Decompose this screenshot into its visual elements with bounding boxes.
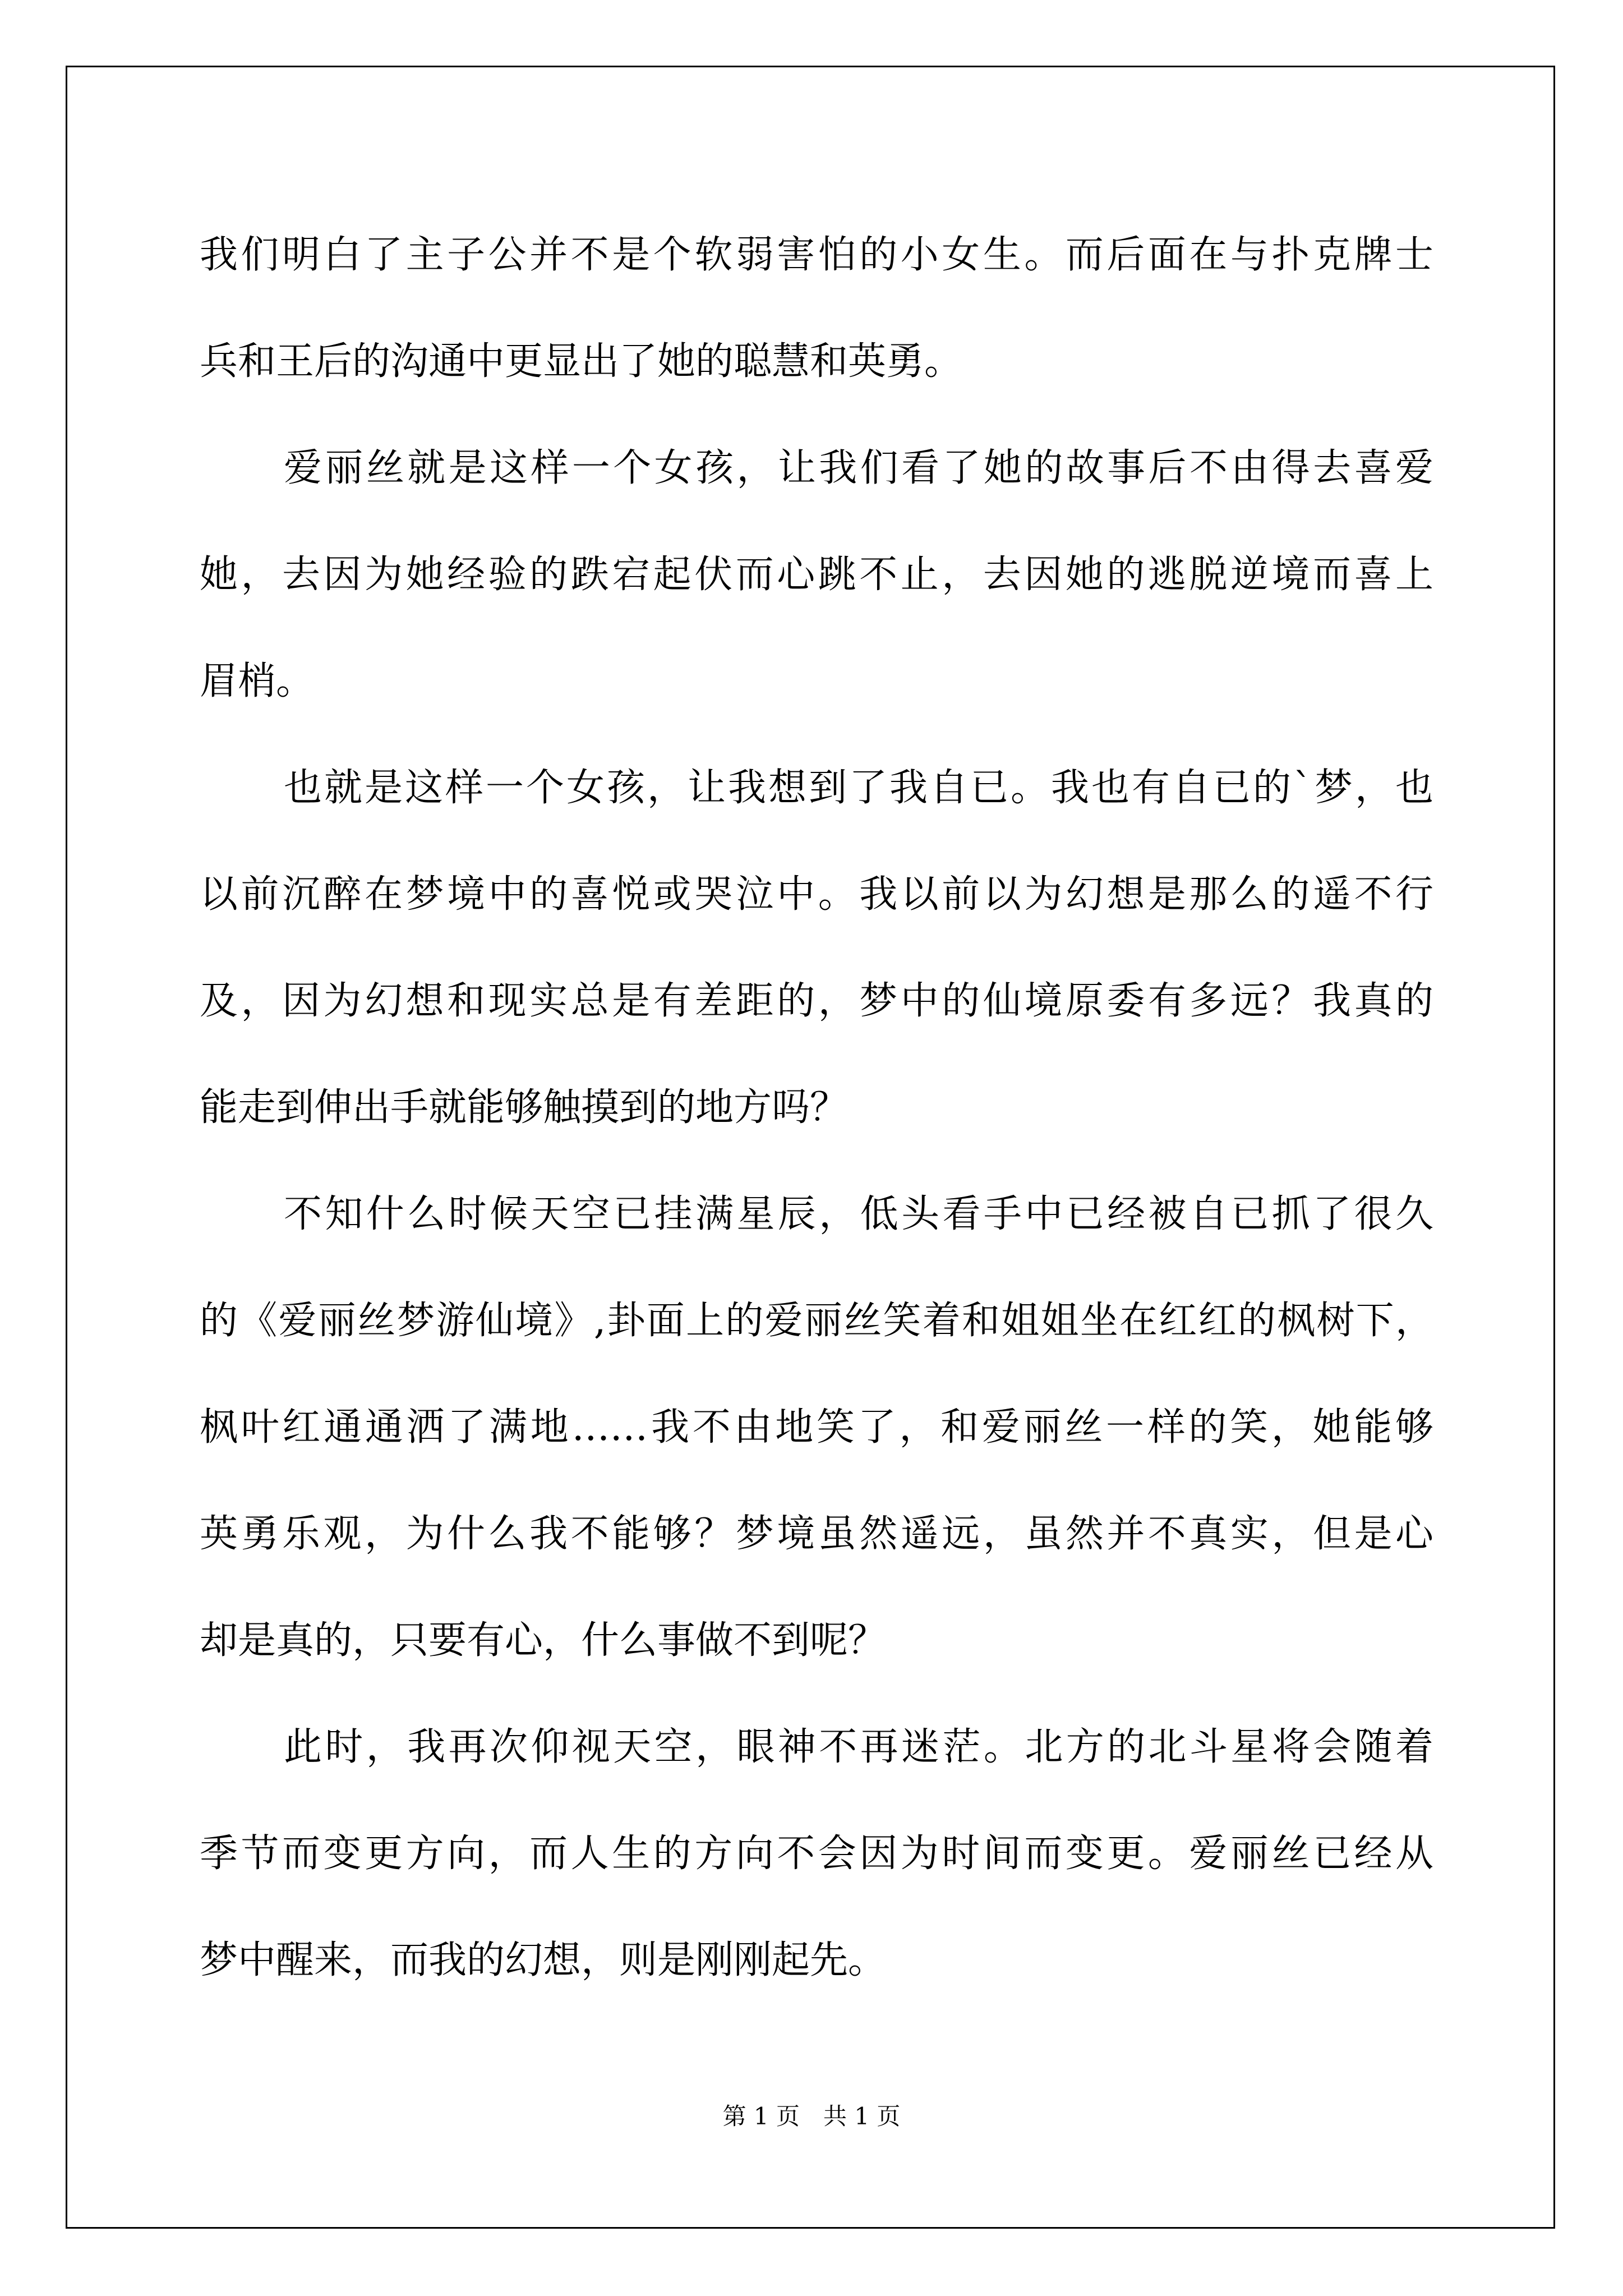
text-line: 兵和王后的沟通中更显出了她的聪慧和英勇。	[200, 339, 963, 384]
text-line: 爱丽丝就是这样一个女孩，让我们看了她的故事后不由得去喜爱	[284, 446, 1433, 490]
text-line: 也就是这样一个女孩，让我想到了我自已。我也有自已的`梦，也	[284, 766, 1433, 810]
text-line: 以前沉醉在梦境中的喜悦或哭泣中。我以前以为幻想是那么的遥不行	[200, 872, 1433, 917]
text-line: 及，因为幻想和现实总是有差距的，梦中的仙境原委有多远？我真的	[200, 979, 1433, 1023]
text-line: 能走到伸出手就能够触摸到的地方吗？	[200, 1085, 849, 1130]
document-body	[200, 202, 1433, 2014]
text-line: 她，去因为她经验的跌宕起伏而心跳不止，去因她的逃脱逆境而喜上	[200, 553, 1433, 597]
text-line: 梦中醒来，而我的幻想，则是刚刚起先。	[200, 1938, 887, 1982]
text-line: 却是真的，只要有心，什么事做不到呢？	[200, 1618, 887, 1663]
text-line: 季节而变更方向，而人生的方向不会因为时间而变更。爱丽丝已经从	[200, 1832, 1433, 1876]
text-line: 眉梢。	[200, 659, 315, 703]
text-line: 的《爱丽丝梦游仙境》,卦面上的爱丽丝笑着和姐姐坐在红红的枫树下，	[200, 1299, 1433, 1343]
text-line: 不知什么时候天空已挂满星辰，低头看手中已经被自已抓了很久	[284, 1192, 1433, 1236]
page-number-footer: 第 1 页 共 1 页	[722, 2102, 901, 2130]
text-line: 我们明白了主子公并不是个软弱害怕的小女生。而后面在与扑克牌士	[200, 233, 1433, 277]
text-line: 枫叶红通通洒了满地……我不由地笑了，和爱丽丝一样的笑，她能够	[200, 1405, 1433, 1450]
text-line: 此时，我再次仰视天空，眼神不再迷茫。北方的北斗星将会随着	[284, 1725, 1433, 1769]
text-line: 英勇乐观，为什么我不能够？梦境虽然遥远，虽然并不真实，但是心	[200, 1512, 1433, 1556]
